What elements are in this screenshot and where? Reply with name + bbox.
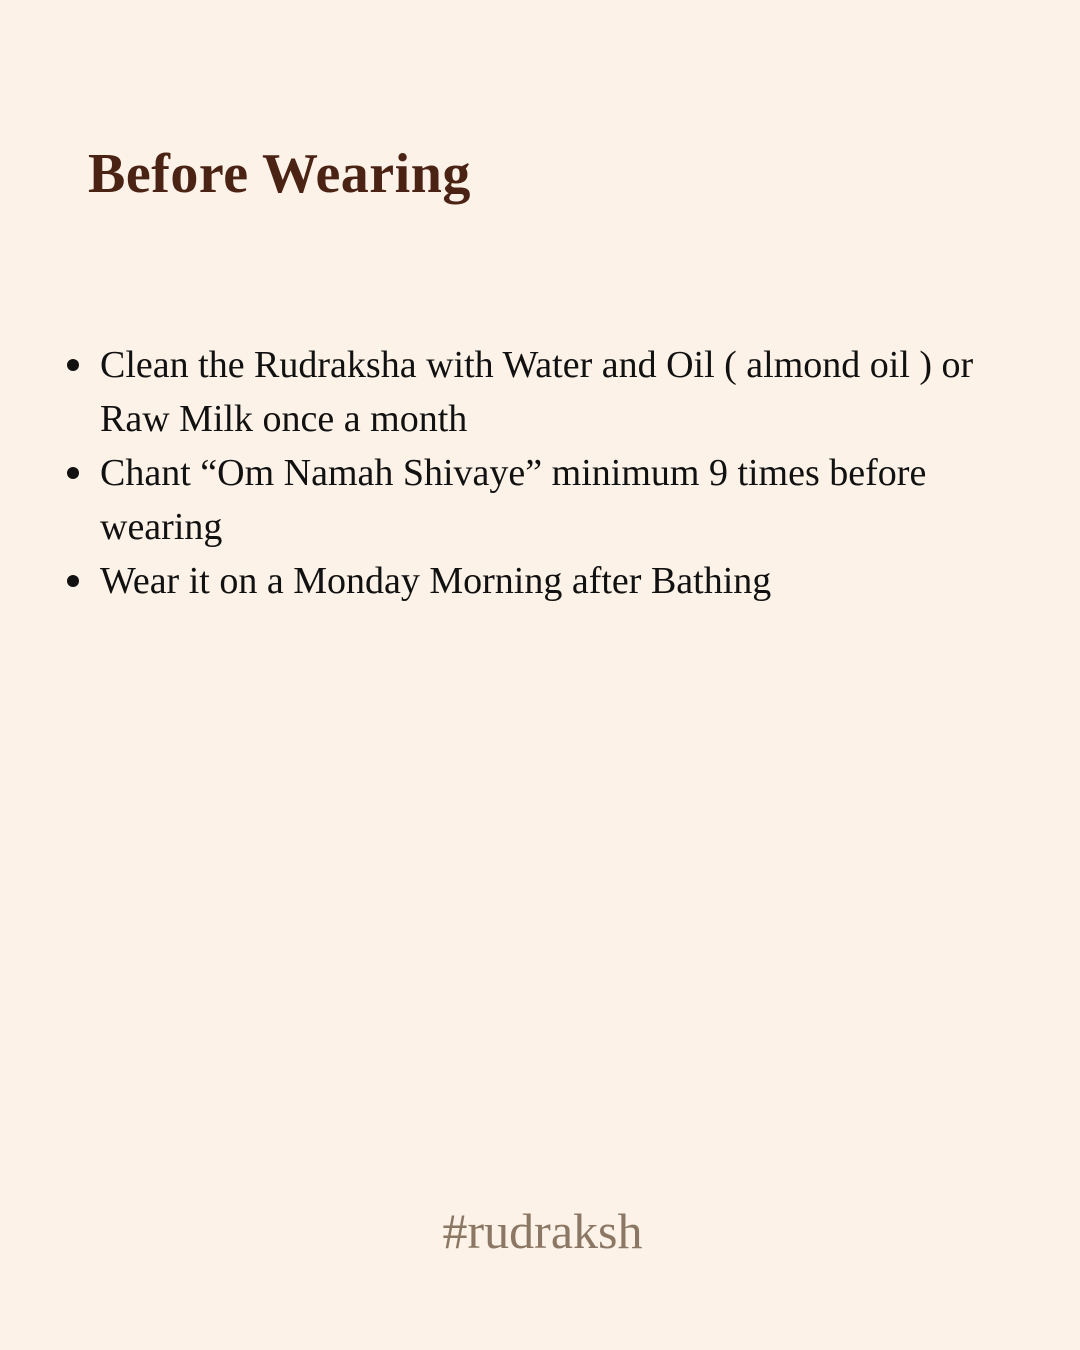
list-item-text: Chant “Om Namah Shivaye” minimum 9 times before wearing [100,452,927,548]
list-item-text: Clean the Rudraksha with Water and Oil ( almond oil ) or Raw Milk once a month [100,344,974,440]
list-item [60,554,1020,608]
bullet-icon [67,575,79,587]
hashtag-text: #rudraksh [442,1203,643,1259]
list-item [60,446,1020,554]
list-item [60,338,1020,446]
page-title: Before Wearing [88,143,471,205]
list-item-text: Wear it on a Monday Morning after Bathing [100,560,772,602]
instruction-list [60,338,1020,608]
bullet-icon [67,467,79,479]
bullet-icon [67,359,79,371]
